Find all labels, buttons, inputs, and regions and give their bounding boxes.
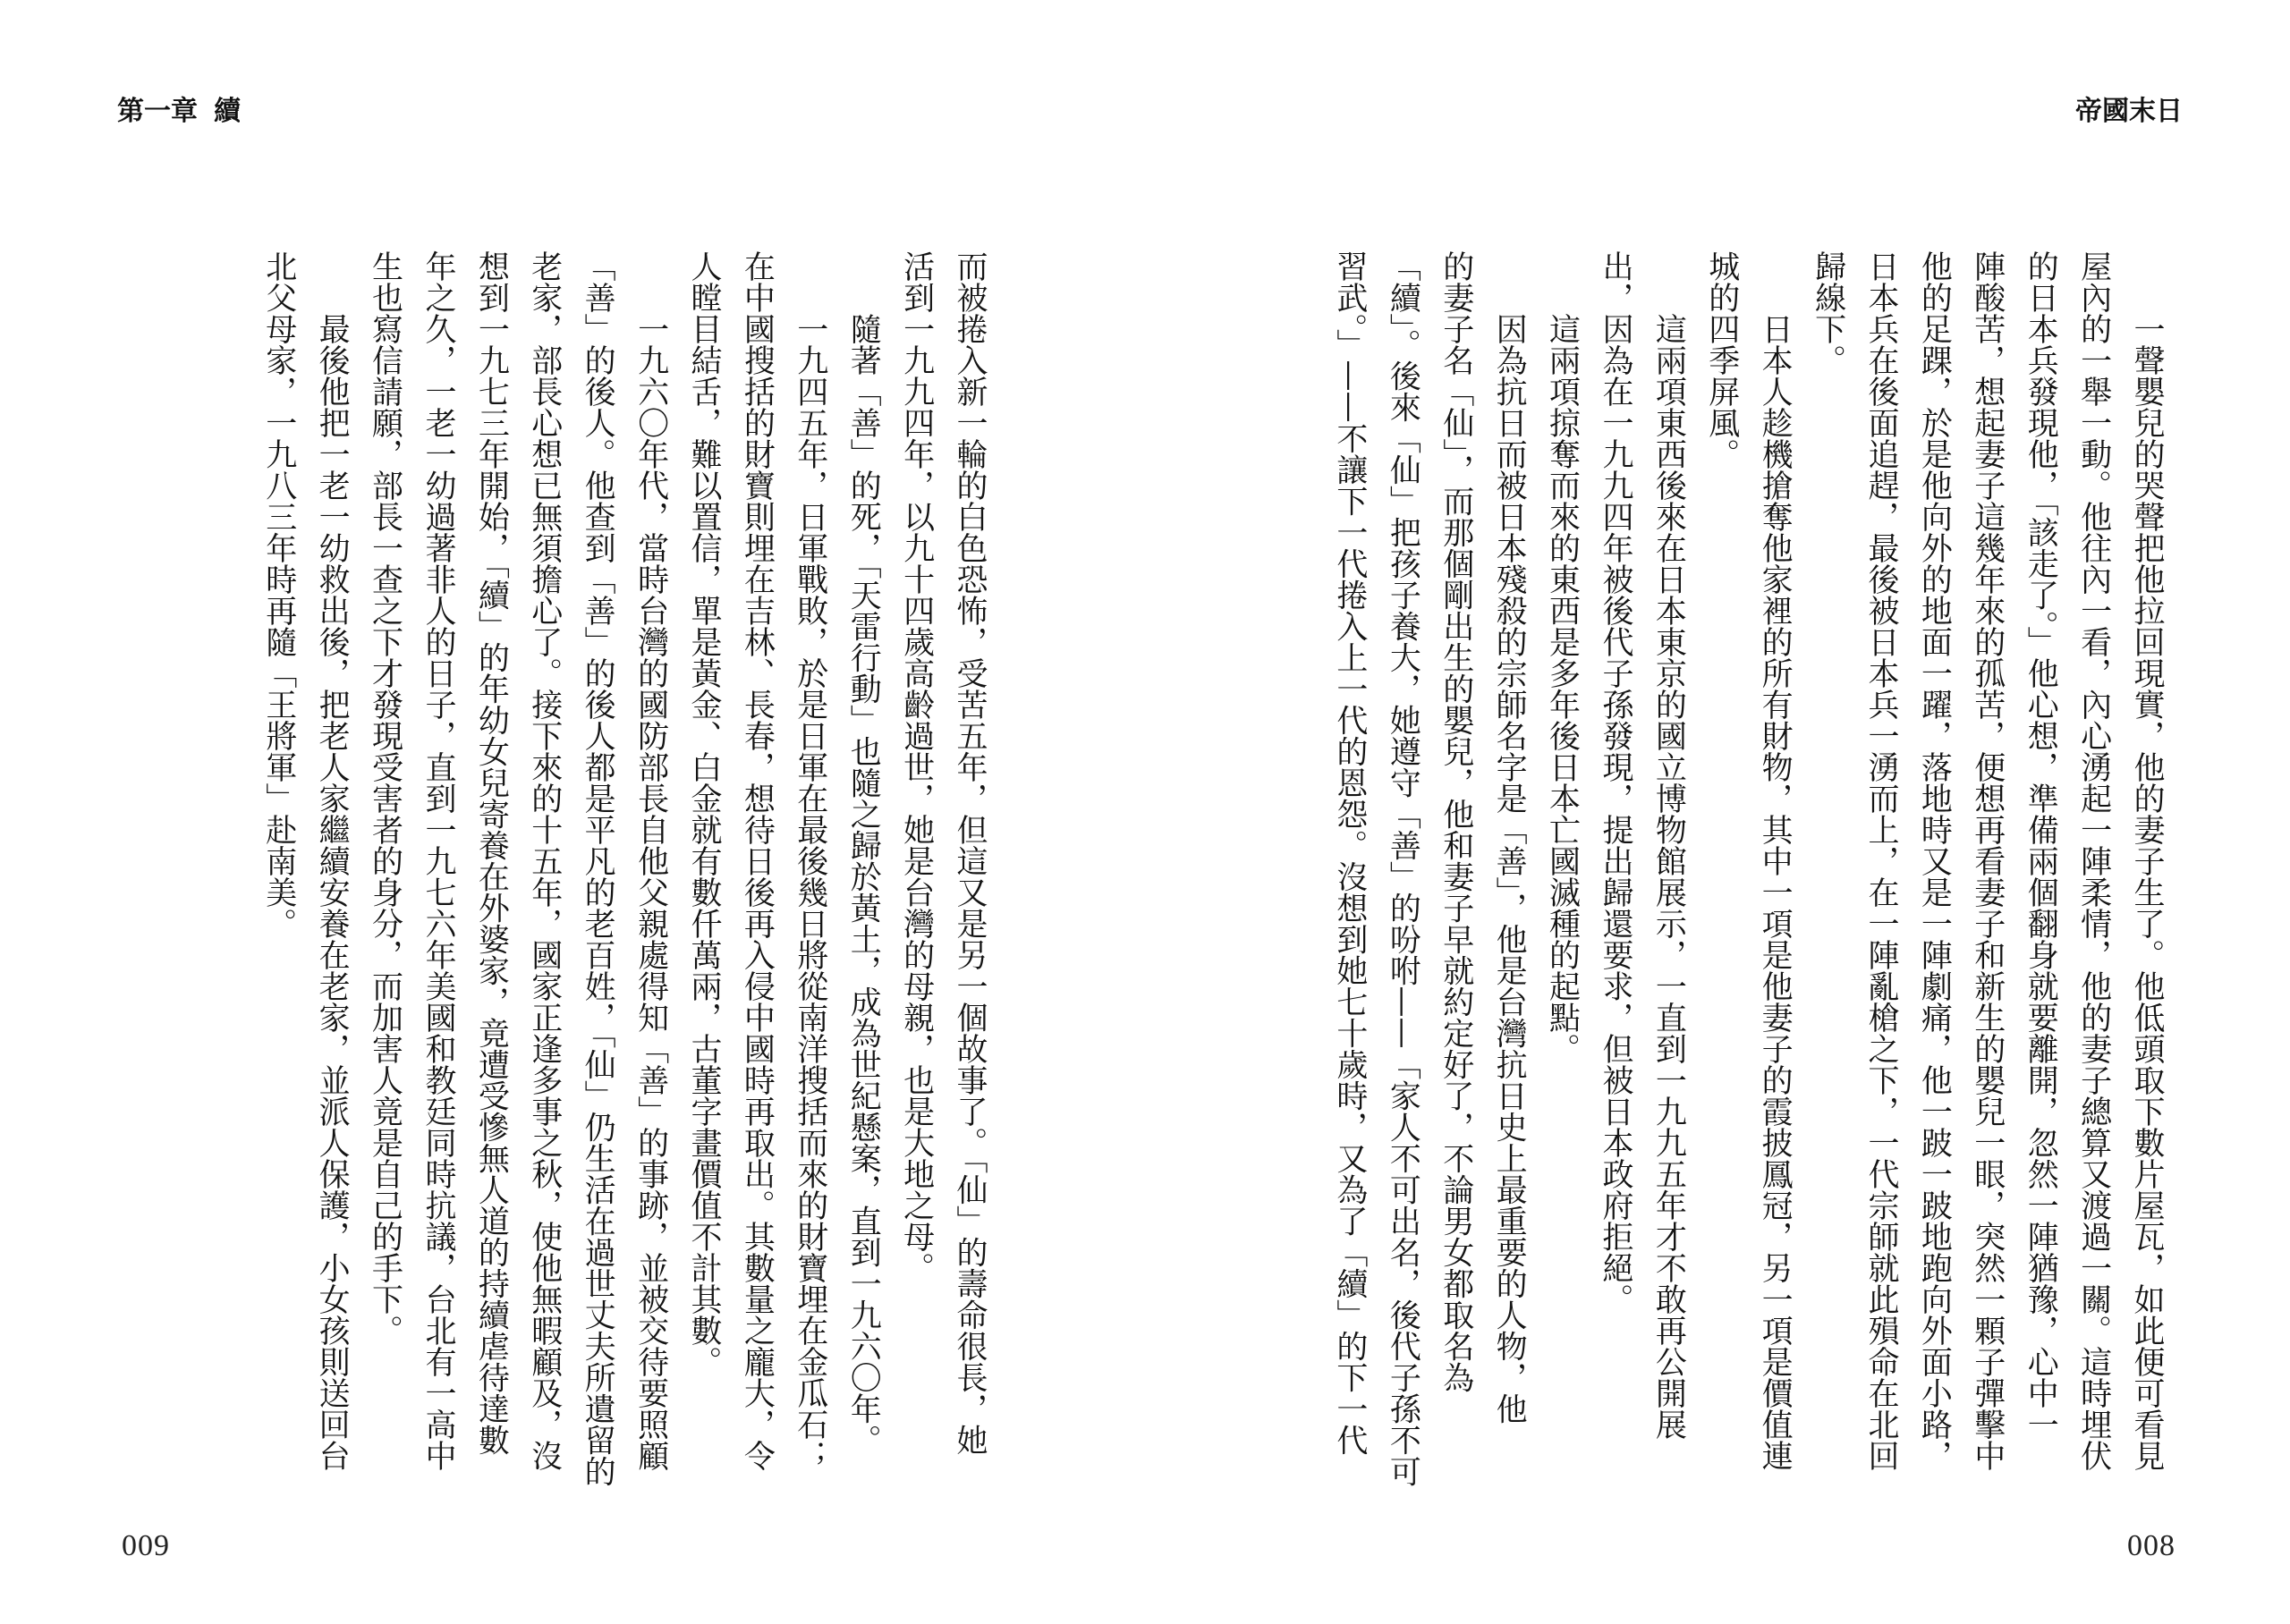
text-line: 陣酸苦，想起妻子這幾年來的孤苦，便想再看妻子和新生的嬰兒一眼，突然一顆子彈擊中 — [1969, 250, 2006, 1471]
text-line: 老家，部長心想已無須擔心了。接下來的十五年，國家正逢多事之秋，使他無暇顧及，沒 — [526, 250, 563, 1471]
text-line: 活到一九九四年，以九十四歲高齡過世，她是台灣的母親，也是大地之母。 — [898, 250, 935, 1283]
text-line: 人瞠目結舌，難以置信，單是黃金、白金就有數仟萬兩，古董字畫價值不計其數。 — [685, 250, 722, 1377]
chapter-label: 第一章 — [117, 96, 198, 127]
paragraph — [1589, 250, 1695, 1511]
paragraph — [1801, 250, 2173, 1511]
running-head — [117, 97, 241, 126]
text-line: 日本兵在後面追趕，最後被日本兵一湧而上，在一陣亂槍之下，一代宗師就此殞命在北回 — [1862, 250, 1899, 1471]
paragraph — [889, 250, 996, 1511]
text-line: 歸線下。 — [1810, 250, 1846, 376]
page-number: 008 — [2127, 1529, 2176, 1562]
text-line: 這兩項掠奪而來的東西是多年後日本亡國滅種的起點。 — [1544, 313, 1581, 1064]
chapter-title: 續 — [214, 96, 241, 127]
text-line: 在中國搜括的財寶則埋在吉林、長春，想待日後再入侵中國時再取出。其數量之龐大，令 — [739, 250, 776, 1471]
text-line: 屋內的一舉一動。他往內一看，內心湧起一陣柔情，他的妻子總算又渡過一關。這時埋伏 — [2075, 250, 2112, 1471]
paragraph — [358, 250, 676, 1511]
text-line: 的日本兵發現他，「該走了。」他心想，準備兩個翻身就要離開，忽然一陣猶豫，心中一 — [2023, 250, 2059, 1440]
right-page — [1145, 0, 2290, 1624]
text-line: 他的足踝，於是他向外的地面一躍，落地時又是一陣劇痛，他一跛一跛地跑向外面小路， — [1916, 250, 1953, 1471]
book-title: 帝國末日 — [2075, 96, 2183, 127]
text-line: 因為抗日而被日本殘殺的宗師名字是「善」，他是台灣抗日史上最重要的人物，他 — [1491, 313, 1528, 1425]
text-line: 想到一九七三年開始，「續」的年幼女兒寄養在外婆家，竟遭受慘無人道的持續虐待達數 — [473, 250, 510, 1456]
paragraph — [251, 250, 358, 1511]
text-line: 出，因為在一九九四年被後代子孫發現，提出歸還要求，但被日本政府拒絕。 — [1597, 250, 1633, 1315]
text-line: 生也寫信請願，部長一查之下才發現受害者的身分，而加害人竟是自己的手下。 — [367, 250, 403, 1346]
text-line: 這兩項東西後來在日本東京的國立博物館展示，一直到一九九五年才不敢再公開展 — [1650, 313, 1687, 1440]
text-line: 日本人趁機搶奪他家裡的所有財物，其中一項是他妻子的霞披鳳冠，另一項是價值連 — [1757, 313, 1794, 1471]
text-line: 而被捲入新一輪的白色恐怖，受苦五年，但這又是另一個故事了。「仙」的壽命很長，她 — [952, 250, 988, 1456]
text-line: 城的四季屏風。 — [1703, 250, 1740, 469]
text-line: 一九六〇年代，當時台灣的國防部長自他父親處得知「善」的事跡，並被交待要照顧 — [632, 313, 669, 1471]
paragraph — [1535, 250, 1588, 1511]
text-line: 「善」的後人。他查到「善」的後人都是平凡的老百姓，「仙」仍生活在過世丈夫所遺留的 — [580, 250, 616, 1487]
paragraph — [677, 250, 836, 1511]
page-number: 009 — [122, 1529, 170, 1562]
text-line: 一九四五年，日軍戰敗，於是日軍在最後幾日將從南洋搜括而來的財寶埋在金瓜石； — [792, 313, 828, 1471]
body-text — [1322, 250, 2173, 1511]
paragraph — [1323, 250, 1536, 1511]
paragraph — [836, 250, 889, 1511]
text-line: 一聲嬰兒的哭聲把他拉回現實，他的妻子生了。他低頭取下數片屋瓦，如此便可看見 — [2129, 313, 2165, 1471]
text-line: 的妻子名「仙」，而那個剛出生的嬰兒，他和妻子早就約定好了，不論男女都取名為 — [1438, 250, 1474, 1393]
text-line: 年之久，一老一幼過著非人的日子，直到一九七六年美國和教廷同時抗議，台北有一高中 — [420, 250, 456, 1471]
text-line: 隨著「善」的死，「天雷行動」也隨之歸於黃土，成為世紀懸案，直到一九六〇年。 — [845, 313, 882, 1456]
text-line: 習武。」——不讓下一代捲入上一代的恩怨。沒想到她七十歲時，又為了「續」的下一代 — [1331, 250, 1368, 1456]
text-line: 北父母家，一九八三年時再隨「王將軍」赴南美。 — [260, 250, 297, 939]
text-line: 「續」。後來「仙」把孩子養大，她遵守「善」的吩咐——「家人不可出名，後代子孫不可 — [1385, 250, 1421, 1487]
text-line: 最後他把一老一幼救出後，把老人家繼續安養在老家，並派人保護，小女孩則送回台 — [314, 313, 351, 1471]
body-text — [251, 250, 996, 1511]
paragraph — [1694, 250, 1801, 1511]
